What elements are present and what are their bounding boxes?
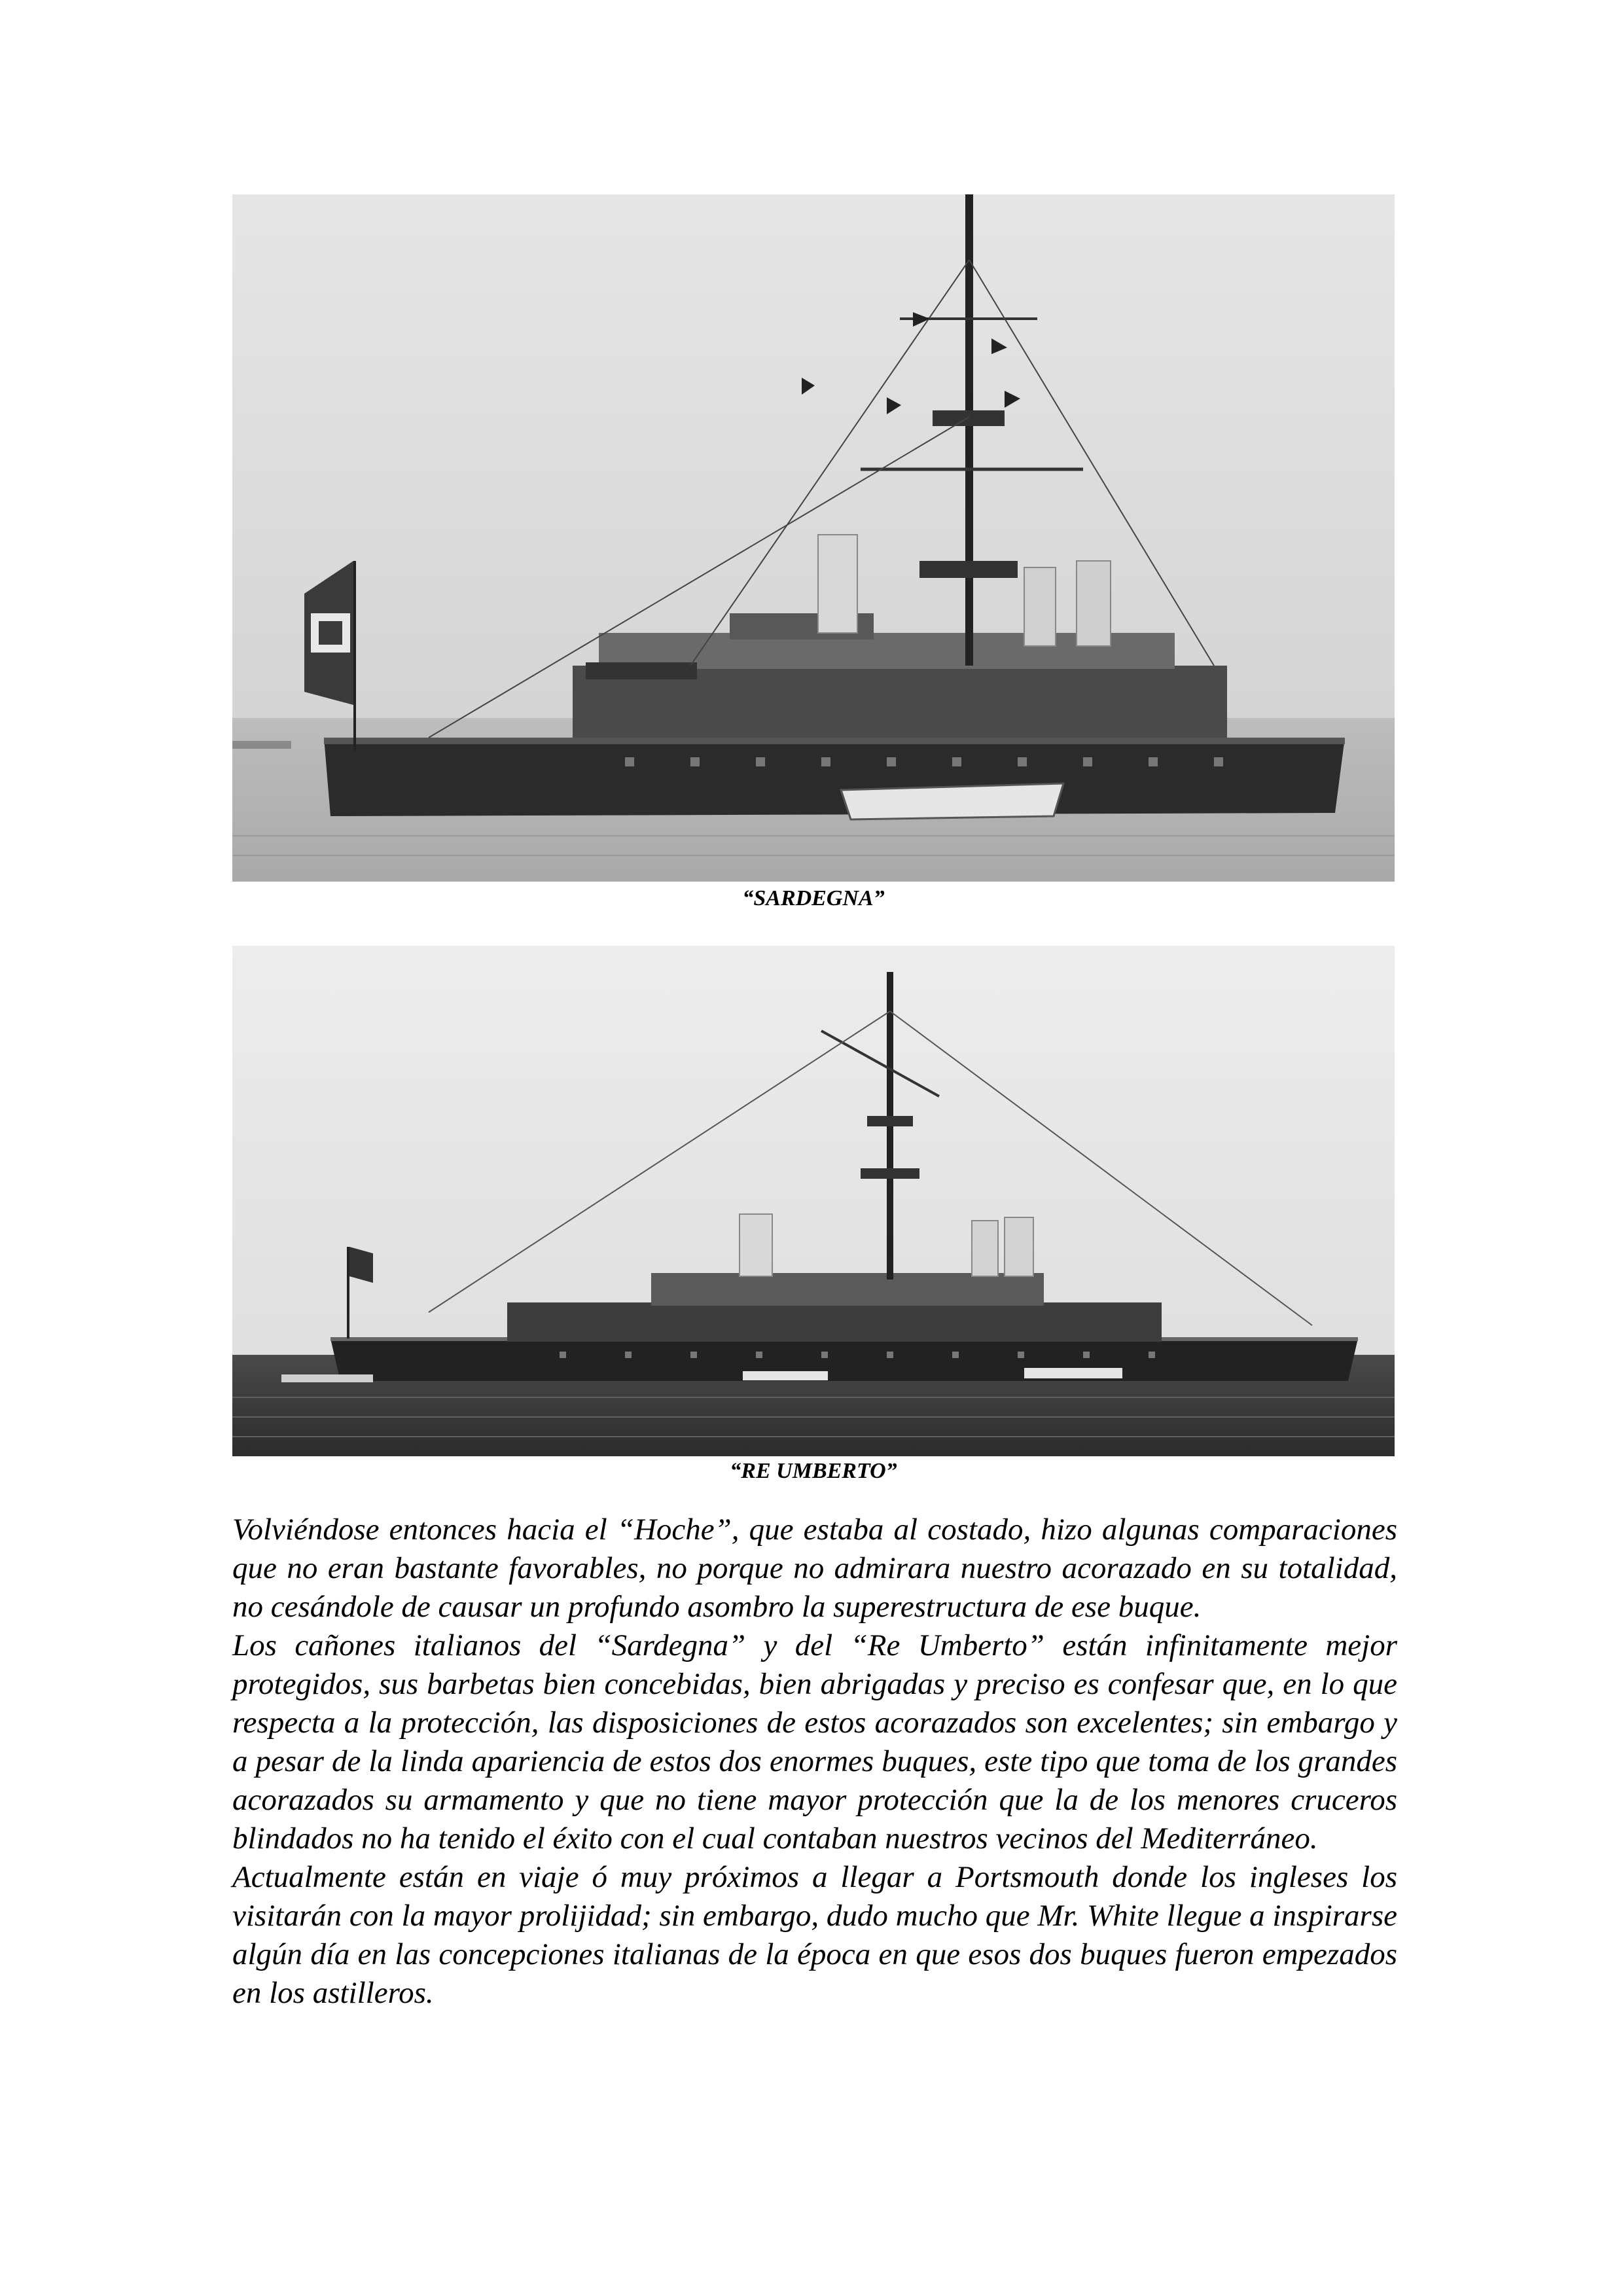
re-umberto-caption: “RE UMBERTO” <box>730 1459 897 1483</box>
paragraph-1: Volviéndose entonces hacia el “Hoche”, que estaba al costado, hizo algunas comparaciones que no eran bastante favorables, no porque no admirara nuestro acorazado en su totalidad, no cesándole de causar un profundo asombro la superestructura de ese buque. <box>232 1513 1397 1624</box>
paragraph-3: Actualmente están en viaje ó muy próximos a llegar a Portsmouth donde los ingleses los visitarán con la mayor prolijidad; sin embargo, dudo mucho que Mr. White llegue a inspirarse algún día en las concepciones italianas de la época en que esos dos buques fueron empezados en los astilleros. <box>232 1860 1397 2010</box>
body-text <box>232 1511 1397 2013</box>
paragraph-2: Los cañones italianos del “Sardegna” y del “Re Umberto” están infinitamente mejor protegidos, sus barbetas bien concebidas, bien abrigadas y preciso es confesar que, en lo que respecta a la protección, las disposiciones de estos acorazados son excelentes; sin embargo y a pesar de la linda apariencia de estos dos enormes buques, este tipo que toma de los grandes acorazados su armamento y que no tiene mayor protección que la de los menores cruceros blindados no ha tenido el éxito con el cual contaban nuestros vecinos del Mediterráneo. <box>232 1628 1397 1856</box>
re-umberto-photo <box>232 946 1395 1456</box>
re-umberto-ship-image <box>232 946 1395 1456</box>
sardegna-ship-image <box>232 194 1395 882</box>
sardegna-photo <box>232 194 1395 882</box>
sardegna-caption: “SARDEGNA” <box>742 886 885 910</box>
